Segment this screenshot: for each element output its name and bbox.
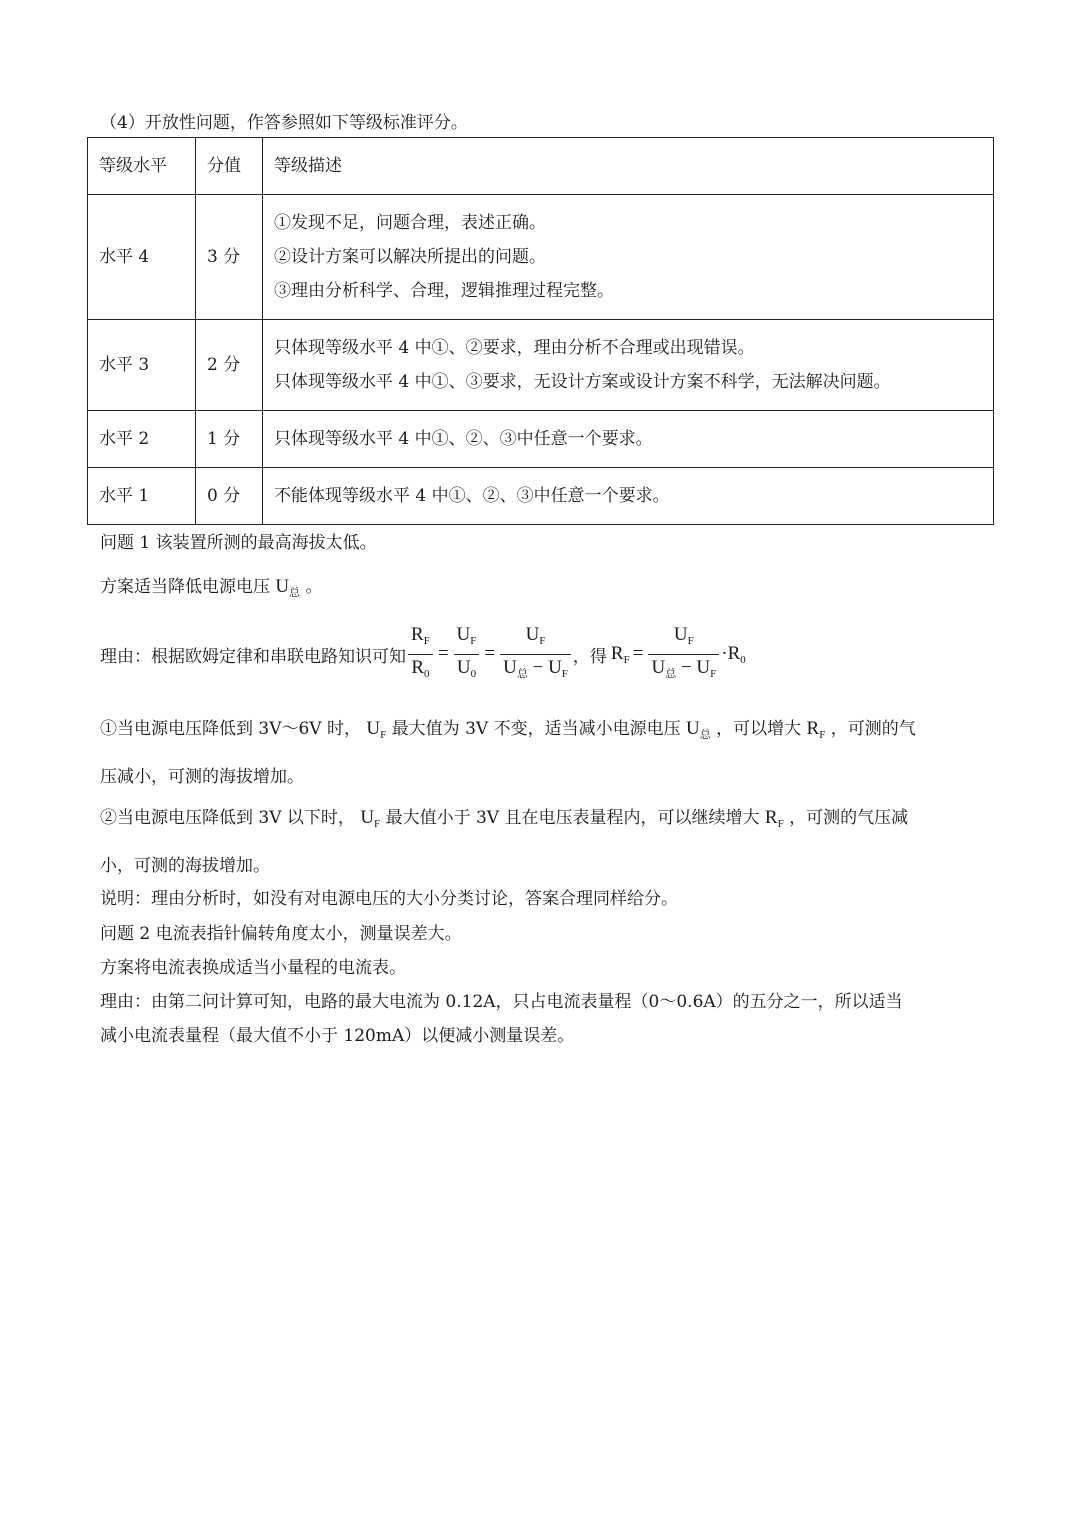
grading-table (87, 137, 994, 525)
header-level: 等级水平 (88, 138, 196, 195)
score-cell: 0 分 (196, 468, 263, 525)
reason-2-line-1: 理由：由第二问计算可知，电路的最大电流为 0.12A，只占电流表量程（0～0.6A）的五分之一，所以适当 (100, 992, 903, 1012)
note: 说明：理由分析时，如没有对电源电压的大小分类讨论，答案合理同样给分。 (100, 889, 678, 909)
table-row (88, 195, 994, 320)
point-1-line-1: ①当电源电压降低到 3V～6V 时， $U_F$ 最大值为 3V 不变，适当减小电源电压 $U_总$ ，可以增大 $R_F$ ，可测的气 (100, 718, 916, 741)
point-1-line-2: 压减小，可测的海拔增加。 (100, 767, 304, 787)
rf-symbol: $R_F$ (610, 642, 630, 666)
header-score: 分值 (196, 138, 263, 195)
description-cell (263, 320, 994, 411)
sub-total: 总 (289, 587, 301, 599)
voltage-total-symbol (275, 576, 300, 597)
description-line: 只体现等级水平 4 中①、②、③中任意一个要求。 (274, 429, 653, 449)
fraction-uf-u0: $\frac{U_F}{U_0}$ (454, 624, 480, 685)
description-line: 只体现等级水平 4 中①、③要求，无设计方案或设计方案不科学，无法解决问题。 (274, 372, 891, 392)
reason-2-line-2: 减小电流表量程（最大值不小于 120mA）以便减小测量误差。 (100, 1026, 575, 1046)
description-line: ③理由分析科学、合理，逻辑推理过程完整。 (274, 281, 614, 301)
problem-2: 问题 2 电流表指针偏转角度太小，测量误差大。 (100, 924, 462, 944)
level-cell: 水平 3 (88, 320, 196, 411)
header-description: 等级描述 (263, 138, 994, 195)
description-cell (263, 468, 994, 525)
plan-1 (100, 572, 323, 600)
fraction-uf-utotal-minus-uf: $\frac{U_F}{U_总 - U_F}$ (500, 624, 571, 685)
point-2-line-2: 小，可测的海拔增加。 (100, 856, 270, 876)
description-cell (263, 411, 994, 468)
description-cell (263, 195, 994, 320)
score-cell: 1 分 (196, 411, 263, 468)
table-row (88, 320, 994, 411)
plan-1-end: 。 (305, 577, 323, 597)
level-cell: 水平 2 (88, 411, 196, 468)
table-row (88, 411, 994, 468)
table-header-row (88, 138, 994, 195)
reason-1-prefix: 理由：根据欧姆定律和串联电路知识可知 (100, 646, 406, 667)
r0-symbol: $\cdot R_0$ (721, 642, 746, 666)
plan-2: 方案将电流表换成适当小量程的电流表。 (100, 958, 406, 978)
problem-1: 问题 1 该装置所测的最高海拔太低。 (100, 533, 377, 553)
description-line: 不能体现等级水平 4 中①、②、③中任意一个要求。 (274, 486, 670, 506)
description-line: ②设计方案可以解决所提出的问题。 (274, 247, 546, 267)
score-cell: 2 分 (196, 320, 263, 411)
level-cell: 水平 1 (88, 468, 196, 525)
point-2-line-1: ②当电源电压降低到 3V 以下时， $U_F$ 最大值小于 3V 且在电压表量程内，可以继续增大 $R_F$ ，可测的气压减 (100, 807, 909, 830)
var-u: U (275, 576, 290, 597)
description-line: ①发现不足，问题合理，表述正确。 (274, 213, 546, 233)
table-row (88, 468, 994, 525)
description-line: 只体现等级水平 4 中①、②要求，理由分析不合理或出现错误。 (274, 338, 755, 358)
intro-text: （4）开放性问题，作答参照如下等级标准评分。 (100, 113, 468, 133)
equals-sign: = (437, 643, 449, 664)
plan-1-text: 方案适当降低电源电压 (100, 577, 270, 597)
equals-sign: = (484, 643, 496, 664)
score-cell: 3 分 (196, 195, 263, 320)
fraction-rf-r0: $\frac{R_F}{R_0}$ (408, 624, 433, 685)
fraction-uf-utotal-minus-uf: $\frac{U_F}{U_总 - U_F}$ (648, 624, 719, 685)
reason-1-mid: ，得 (572, 646, 607, 667)
reason-1-formula (100, 624, 746, 684)
level-cell: 水平 4 (88, 195, 196, 320)
equals-sign: = (632, 643, 644, 664)
